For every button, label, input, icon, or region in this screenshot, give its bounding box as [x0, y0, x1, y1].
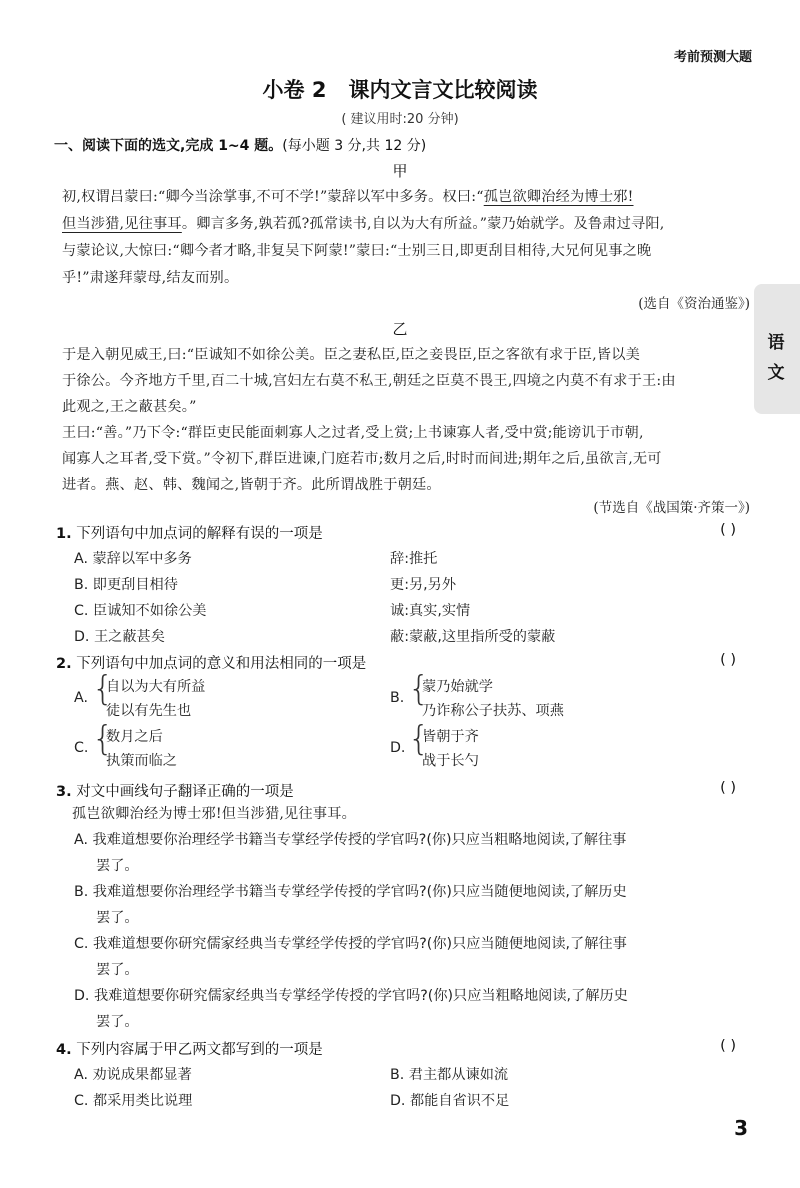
passage-jia-source: (选自《资治通鉴》) [638, 296, 750, 312]
title-part1: 小卷 2 [262, 78, 327, 102]
question-3-number: 3. [56, 784, 72, 800]
underlined-sentence-2: 但当涉猎,见往事耳 [62, 216, 182, 232]
q1-option-a-gloss: 辞:推托 [390, 551, 438, 567]
q2-option-b-bottom: 乃诈称公子扶苏、项燕 [422, 703, 564, 719]
page-number: 3 [734, 1116, 748, 1140]
question-3-text: 对文中画线句子翻译正确的一项是 [76, 784, 294, 800]
question-1-number: 1. [56, 526, 72, 542]
passage-yi-line-1: 于是入朝见威王,曰:“臣诚知不如徐公美。臣之妻私臣,臣之妾畏臣,臣之客欲有求于臣,皆以美 [62, 347, 640, 363]
q2-option-d-top: 皆朝于齐 [422, 729, 479, 745]
q3-option-d-cont: 罢了。 [96, 1014, 139, 1030]
passage-yi-line-4: 王曰:“善。”乃下令:“群臣吏民能面刺寡人之过者,受上赏;上书谏寡人者,受中赏;能谤讥于市朝, [62, 425, 644, 441]
passage-jia-line-1-text: 初,权谓吕蒙曰:“卿今当涂掌事,不可不学!”蒙辞以军中多务。权曰:“ [62, 189, 484, 205]
q1-option-c[interactable]: C. 臣诚知不如徐公美 [74, 603, 207, 619]
q2-option-b-letter[interactable]: B. [390, 690, 405, 706]
section-heading-note: (每小题 3 分,共 12 分) [282, 138, 427, 154]
title-part2: 课内文言文比较阅读 [348, 78, 538, 102]
question-2-answer-blank[interactable]: ( ) [720, 652, 736, 668]
question-4-stem [56, 1038, 323, 1059]
q4-option-c[interactable]: C. 都采用类比说理 [74, 1093, 193, 1109]
q2-option-d-letter[interactable]: D. [390, 740, 406, 756]
q2-option-d-bottom: 战于长勺 [422, 753, 479, 769]
question-4-answer-blank[interactable]: ( ) [720, 1038, 736, 1054]
passage-yi-line-5: 闻寡人之耳者,受下赏。”令初下,群臣进谏,门庭若市;数月之后,时时而间进;期年之后,虽欲言,无可 [62, 451, 662, 467]
q2-option-b-brace: { [408, 669, 430, 709]
question-4-text: 下列内容属于甲乙两文都写到的一项是 [76, 1042, 323, 1058]
passage-yi-line-3: 此观之,王之蔽甚矣。” [62, 399, 197, 415]
question-2-number: 2. [56, 656, 72, 672]
q3-option-a-cont: 罢了。 [96, 858, 139, 874]
q2-option-a-top: 自以为大有所益 [106, 679, 206, 695]
q2-option-b-top: 蒙乃始就学 [422, 679, 493, 695]
question-3-answer-blank[interactable]: ( ) [720, 780, 736, 796]
page-title [0, 74, 800, 104]
passage-jia-line-4: 乎!”肃遂拜蒙母,结友而别。 [62, 270, 239, 286]
q3-option-c-cont: 罢了。 [96, 962, 139, 978]
q1-option-b[interactable]: B. 即更刮目相待 [74, 577, 178, 593]
section-heading-main: 一、阅读下面的选文,完成 1~4 题。 [54, 138, 283, 154]
passage-jia-line-1 [62, 186, 634, 206]
q1-option-d[interactable]: D. 王之蔽甚矣 [74, 629, 165, 645]
q2-option-c-top: 数月之后 [106, 729, 163, 745]
q4-option-d[interactable]: D. 都能自省识不足 [390, 1093, 510, 1109]
q2-option-c-letter[interactable]: C. [74, 740, 89, 756]
passage-jia-line-2-text: 。卿言多务,孰若孤?孤常读书,自以为大有所益。”蒙乃始就学。及鲁肃过寻阳, [181, 216, 665, 232]
side-tab-label: 语文 [767, 333, 785, 383]
passage-yi-label: 乙 [392, 320, 408, 338]
passage-yi-source: (节选自《战国策·齐策一》) [593, 500, 750, 516]
page-subtitle: ( 建议用时:20 分钟) [341, 112, 459, 127]
question-2-text: 下列语句中加点词的意义和用法相同的一项是 [76, 656, 367, 672]
q3-option-c[interactable]: C. 我难道想要你研究儒家经典当专掌经学传授的学官吗?(你)只应当随便地阅读,了解往事 [74, 936, 627, 952]
question-3-quote: 孤岂欲卿治经为博士邪!但当涉猎,见往事耳。 [72, 806, 356, 822]
q2-option-a-letter[interactable]: A. [74, 690, 88, 706]
question-1-text: 下列语句中加点词的解释有误的一项是 [76, 526, 323, 542]
question-1-stem [56, 522, 323, 543]
q2-option-d-brace: { [408, 719, 430, 759]
question-3-stem [56, 780, 294, 801]
q3-option-d[interactable]: D. 我难道想要你研究儒家经典当专掌经学传授的学官吗?(你)只应当粗略地阅读,了解历史 [74, 988, 628, 1004]
section-heading [54, 135, 426, 155]
q3-option-b-cont: 罢了。 [96, 910, 139, 926]
underlined-sentence-1: 孤岂欲卿治经为博士邪! [483, 189, 634, 205]
passage-jia-line-3: 与蒙论议,大惊曰:“卿今者才略,非复吴下阿蒙!”蒙曰:“士别三日,即更刮目相待,大兄何见事之晚 [62, 243, 652, 259]
q2-option-c-bottom: 执策而临之 [106, 753, 177, 769]
q2-option-a-bottom: 徒以有先生也 [106, 703, 192, 719]
q2-option-a-brace: { [92, 669, 114, 709]
q3-option-a[interactable]: A. 我难道想要你治理经学书籍当专掌经学传授的学官吗?(你)只应当粗略地阅读,了解往事 [74, 832, 627, 848]
question-4-number: 4. [56, 1042, 72, 1058]
q2-option-c-brace: { [92, 719, 114, 759]
header-corner-label: 考前预测大题 [673, 50, 752, 65]
q4-option-a[interactable]: A. 劝说成果都显著 [74, 1067, 192, 1083]
passage-yi-line-2: 于徐公。今齐地方千里,百二十城,宫妇左右莫不私王,朝廷之臣莫不畏王,四境之内莫不有求于王:由 [62, 373, 676, 389]
passage-jia-line-2 [62, 213, 665, 233]
q1-option-d-gloss: 蔽:蒙蔽,这里指所受的蒙蔽 [390, 629, 556, 645]
passage-jia-label: 甲 [392, 162, 408, 180]
q4-option-b[interactable]: B. 君主都从谏如流 [390, 1067, 509, 1083]
q1-option-a[interactable]: A. 蒙辞以军中多务 [74, 551, 192, 567]
q1-option-b-gloss: 更:另,另外 [390, 577, 457, 593]
q1-option-c-gloss: 诚:真实,实情 [390, 603, 471, 619]
question-1-answer-blank[interactable]: ( ) [720, 522, 736, 538]
q3-option-b[interactable]: B. 我难道想要你治理经学书籍当专掌经学传授的学官吗?(你)只应当随便地阅读,了解历史 [74, 884, 627, 900]
passage-yi-line-6: 进者。燕、赵、韩、魏闻之,皆朝于齐。此所谓战胜于朝廷。 [62, 477, 441, 493]
